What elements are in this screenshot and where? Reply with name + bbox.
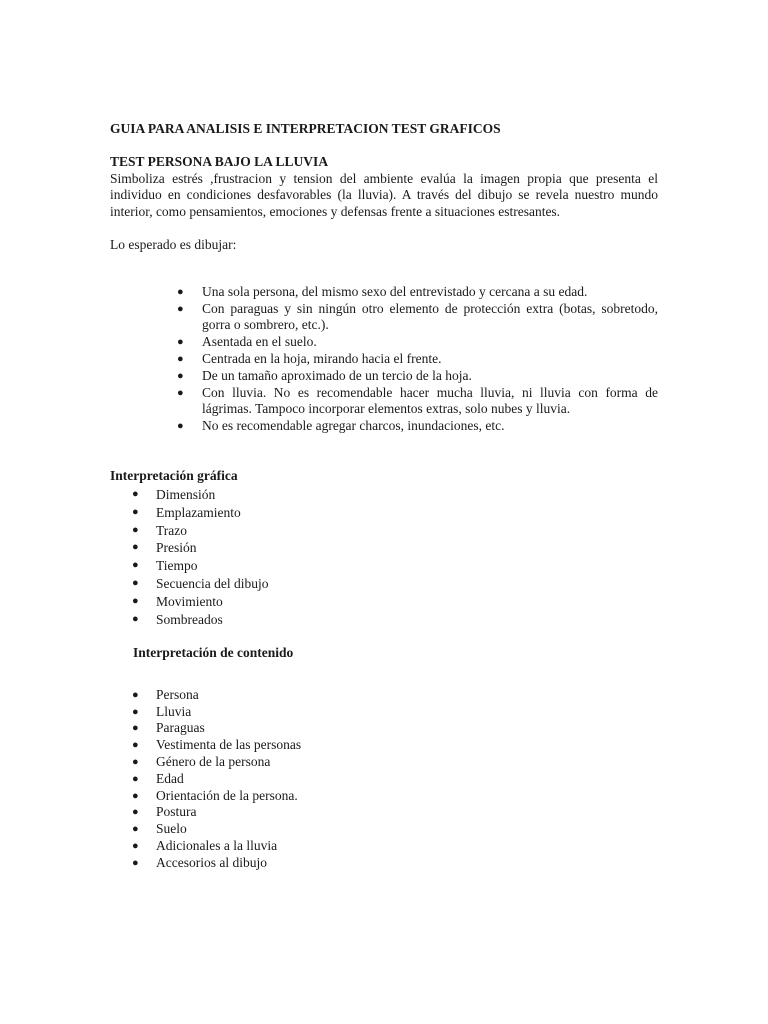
test-title: TEST PERSONA BAJO LA LLUVIA <box>110 153 329 169</box>
bullet-icon: ● <box>132 705 139 718</box>
list-item <box>132 753 658 771</box>
list-item <box>177 384 658 419</box>
bullet-icon: ● <box>132 541 139 554</box>
bullet-icon: ● <box>132 505 139 518</box>
bullet-icon: ● <box>177 336 184 349</box>
bullet-icon: ● <box>177 302 184 315</box>
document-page <box>110 121 658 872</box>
list-item-text: Lluvia <box>156 703 192 719</box>
bullet-icon: ● <box>132 688 139 701</box>
bullet-icon: ● <box>177 285 184 298</box>
list-item-text: Centrada en la hoja, mirando hacia el frente. <box>202 350 442 366</box>
list-item-text: Paraguas <box>156 720 205 736</box>
list-item <box>132 770 658 788</box>
bullet-icon: ● <box>177 420 184 433</box>
grafica-heading: Interpretación gráfica <box>110 467 238 483</box>
list-item-text: Tiempo <box>156 558 198 574</box>
list-item <box>132 804 658 821</box>
bullet-icon: ● <box>132 856 139 869</box>
list-item <box>132 557 658 575</box>
bullet-icon: ● <box>177 369 184 382</box>
bullet-icon: ● <box>177 352 184 365</box>
bullet-icon: ● <box>132 595 139 608</box>
list-item-text: Dimensión <box>156 486 216 502</box>
list-item <box>177 283 658 301</box>
list-item-text: Accesorios al dibujo <box>156 854 267 870</box>
list-item-text: Suelo <box>156 821 187 837</box>
contenido-heading: Interpretación de contenido <box>133 645 294 660</box>
bullet-icon: ● <box>132 789 139 802</box>
list-item <box>132 522 658 540</box>
bullet-icon: ● <box>132 559 139 572</box>
list-item <box>132 575 658 593</box>
bullet-icon: ● <box>132 577 139 590</box>
list-item <box>132 837 658 855</box>
expected-label: Lo esperado es dibujar: <box>110 236 237 252</box>
list-item-text: Con paraguas y sin ningún otro elemento de protección extra (botas, sobretodo, gorra o sombrero, etc.). <box>202 300 658 333</box>
list-item-text: Persona <box>156 686 199 702</box>
list-item <box>132 539 658 557</box>
list-item <box>177 418 658 435</box>
grafica-list <box>132 486 658 629</box>
bullet-icon: ● <box>132 613 139 626</box>
list-item-text: Asentada en el suelo. <box>202 334 317 350</box>
list-item-text: Movimiento <box>156 594 223 610</box>
expected-list <box>177 283 658 435</box>
bullet-icon: ● <box>132 772 139 785</box>
list-item <box>132 854 658 872</box>
list-item-text: Postura <box>156 804 197 820</box>
list-item <box>132 737 658 754</box>
list-item-text: Orientación de la persona. <box>156 787 298 803</box>
list-item-text: Sombreados <box>156 612 223 628</box>
bullet-icon: ● <box>177 386 184 399</box>
list-item <box>132 720 658 737</box>
list-item-text: Secuencia del dibujo <box>156 576 269 592</box>
list-item <box>132 504 658 522</box>
list-item-text: Adicionales a la lluvia <box>156 837 278 853</box>
intro-paragraph: Simboliza estrés ,frustracion y tension del ambiente evalúa la imagen propia que presenta el individuo en condiciones desfavorables (la lluvia). A través del dibujo se revela nuestro mundo interior, como pensamientos, emociones y defensas frente a situaciones estresantes. <box>110 170 658 220</box>
contenido-list <box>132 686 658 872</box>
list-item-text: Edad <box>156 770 184 786</box>
list-item <box>177 300 658 335</box>
bullet-icon: ● <box>132 739 139 752</box>
list-item <box>132 787 658 805</box>
list-item-text: No es recomendable agregar charcos, inundaciones, etc. <box>202 418 505 434</box>
bullet-icon: ● <box>132 755 139 768</box>
bullet-icon: ● <box>132 823 139 836</box>
list-item-text: De un tamaño aproximado de un tercio de la hoja. <box>202 367 472 383</box>
list-item <box>177 350 658 368</box>
document-title: GUIA PARA ANALISIS E INTERPRETACION TEST GRAFICOS <box>110 121 501 136</box>
list-item <box>132 703 658 721</box>
list-item-text: Género de la persona <box>156 753 271 769</box>
list-item <box>132 593 658 611</box>
list-item-text: Vestimenta de las personas <box>156 737 302 753</box>
list-item-text: Una sola persona, del mismo sexo del entrevistado y cercana a su edad. <box>202 283 588 299</box>
list-item <box>132 686 658 704</box>
list-item <box>177 334 658 351</box>
list-item <box>132 486 658 504</box>
list-item-text: Emplazamiento <box>156 504 241 520</box>
list-item-text: Con lluvia. No es recomendable hacer mucha lluvia, ni lluvia con forma de lágrimas. Tampoco incorporar elementos extras, solo nubes y lluvia. <box>202 384 658 417</box>
bullet-icon: ● <box>132 722 139 735</box>
list-item <box>132 611 658 629</box>
bullet-icon: ● <box>132 806 139 819</box>
list-item-text: Presión <box>156 540 197 556</box>
bullet-icon: ● <box>132 839 139 852</box>
bullet-icon: ● <box>132 523 139 536</box>
list-item-text: Trazo <box>156 522 188 538</box>
list-item <box>177 367 658 385</box>
bullet-icon: ● <box>132 487 139 500</box>
list-item <box>132 821 658 838</box>
